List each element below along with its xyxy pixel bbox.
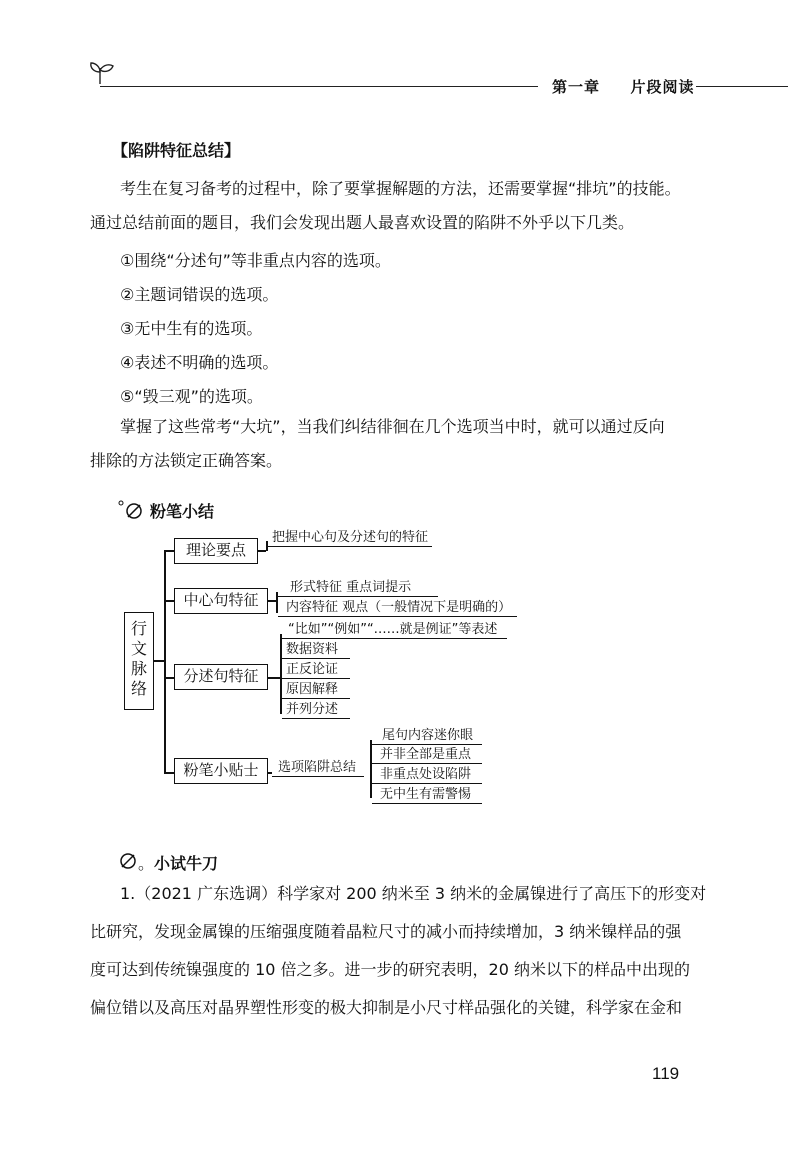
sprout-icon [86,58,116,88]
leaf-grasp-sentences: 把握中心句及分述句的特征 [268,526,432,547]
pencil-circle-icon [118,500,148,520]
trunk-line [164,550,166,772]
leaf-nonkey-traps: 非重点处设陷阱 [372,763,482,784]
branch-theory-points: 理论要点 [174,538,258,564]
header-rule-left [100,86,538,87]
trunk-to-b4 [164,772,174,774]
branch-sub-sentence: 分述句特征 [174,664,268,690]
trunk-to-b2 [164,600,174,602]
trunk-to-b1 [164,550,174,552]
practice-title: 小试牛刀 [154,854,219,873]
leaf-tail-sentence: 尾句内容迷你眼 [372,724,482,745]
practice-line-3: 度可达到传统镍强度的 10 倍之多。进一步的研究表明，20 纳米以下的样品中出现的 [90,960,690,979]
leaf-not-all-key: 并非全部是重点 [372,743,482,764]
branch1-connector [258,550,266,552]
trap-intro-line-1: 考生在复习备考的过程中，除了要掌握解题的方法，还需要掌握“排坑”的技能。 [120,179,681,198]
practice-line-2: 比研究，发现金属镍的压缩强度随着晶粒尺寸的减小而持续增加，3 纳米镍样品的强 [90,922,682,941]
leaf-example-words: “比如”“例如”“……就是例证”等表述 [282,618,507,639]
leaf-data: 数据资料 [282,638,350,659]
root-char-3: 脉 [130,659,147,678]
practice-line-4: 偏位错以及高压对晶界塑性形变的极大抑制是小尺寸样品强化的关键，科学家在金和 [90,998,683,1017]
leaf-form-feature: 形式特征 重点词提示 [278,576,438,597]
branch-central-sentence: 中心句特征 [174,588,268,614]
root-char-2: 文 [130,639,147,658]
leaf-pro-con: 正反论证 [282,658,350,679]
trap-item-3: ③无中生有的选项。 [120,319,263,338]
chapter-section: 片段阅读 [630,78,695,96]
root-char-4: 络 [130,679,147,698]
root-char-1: 行 [130,619,147,638]
trap-intro-line-2: 通过总结前面的题目，我们会发现出题人最喜欢设置的陷阱不外乎以下几类。 [90,213,635,232]
trap-item-2: ②主题词错误的选项。 [120,285,279,304]
header-rule-right [696,86,788,87]
dot-separator: 。 [138,854,155,873]
pencil-circle-icon [118,852,140,870]
leaf-reason: 原因解释 [282,678,350,699]
leaf-parallel: 并列分述 [282,698,350,719]
trap-item-5: ⑤“毁三观”的选项。 [120,387,263,406]
leaf-content-feature: 内容特征 观点（一般情况下是明确的） [278,596,517,617]
branch-tips: 粉笔小贴士 [174,758,268,784]
practice-line-1: 1.（2021 广东选调）科学家对 200 纳米至 3 纳米的金属镍进行了高压下的形变对 [120,884,707,903]
mid-option-traps: 选项陷阱总结 [272,756,364,777]
chalk-summary-title: 粉笔小结 [150,502,215,521]
trap-summary-title: 【陷阱特征总结】 [112,141,241,160]
mindmap-root [124,612,154,710]
page-number: 119 [652,1064,680,1083]
root-connector [154,660,164,662]
branch3-connector [268,677,280,679]
chapter-label [552,76,695,97]
trunk-to-b3 [164,677,174,679]
chapter-number: 第一章 [552,78,601,96]
trap-conclusion-line-2: 排除的方法锁定正确答案。 [90,451,283,470]
trap-item-1: ①围绕“分述句”等非重点内容的选项。 [120,251,391,270]
trap-conclusion-line-1: 掌握了这些常考“大坑”，当我们纠结徘徊在几个选项当中时，就可以通过反向 [120,417,665,436]
branch2-connector [268,600,276,602]
trap-item-4: ④表述不明确的选项。 [120,353,279,372]
leaf-fabricated: 无中生有需警惕 [372,783,482,804]
